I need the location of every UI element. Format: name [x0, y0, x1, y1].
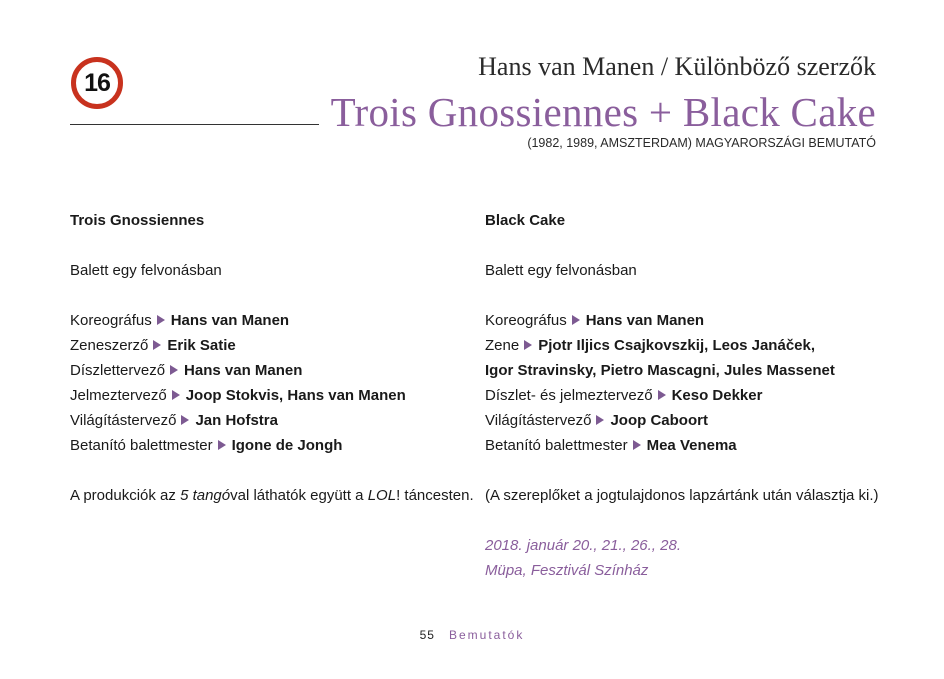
credit-line	[485, 408, 885, 433]
arrow-right-icon	[181, 415, 189, 425]
left-column	[70, 208, 474, 508]
credit-line	[70, 433, 470, 458]
credit-name: Pjotr Iljics Csajkovszkij, Leos Janáček,	[538, 337, 816, 354]
note-italic: 5 tangó	[180, 487, 231, 504]
page-title: Trois Gnossiennes + Black Cake	[330, 89, 876, 135]
note-text: val láthatók együtt a	[230, 487, 368, 504]
credit-name: Igor Stravinsky, Pietro Mascagni, Jules Massenet	[485, 362, 835, 379]
note-text: A produkciók az	[70, 487, 181, 504]
credit-role: Koreográfus	[70, 312, 152, 329]
spacer	[70, 233, 470, 258]
credit-name: Hans van Manen	[585, 312, 705, 329]
note-italic: LOL	[367, 487, 397, 504]
spacer	[70, 458, 470, 483]
right-heading: Black Cake	[485, 212, 566, 229]
credit-name: Erik Satie	[167, 337, 236, 354]
right-column	[485, 208, 885, 583]
credit-name: Mea Venema	[646, 437, 737, 454]
page-badge: 16	[71, 57, 123, 109]
credit-role: Díszlettervező	[70, 362, 166, 379]
credit-line	[485, 358, 885, 383]
right-genre: Balett egy felvonásban	[485, 262, 637, 279]
credit-name: Jan Hofstra	[195, 412, 278, 429]
credit-name: Keso Dekker	[671, 387, 763, 404]
spacer	[485, 508, 885, 533]
section-name: Bemutatók	[448, 628, 525, 642]
page-number: 55	[419, 628, 435, 642]
spacer	[485, 233, 885, 258]
spacer	[485, 283, 885, 308]
arrow-right-icon	[658, 390, 666, 400]
credit-line	[70, 408, 470, 433]
premiere-info: (1982, 1989, AMSZTERDAM) MAGYARORSZÁGI BEMUTATÓ	[527, 136, 876, 150]
right-note: (A szereplőket a jogtulajdonos lapzártánk után választja ki.)	[485, 487, 879, 504]
credit-role: Betanító balettmester	[485, 437, 628, 454]
spacer	[70, 283, 470, 308]
arrow-right-icon	[633, 440, 641, 450]
performance-venue: Müpa, Fesztivál Színház	[485, 562, 649, 579]
arrow-right-icon	[172, 390, 180, 400]
arrow-right-icon	[153, 340, 161, 350]
credit-line	[485, 433, 885, 458]
left-heading: Trois Gnossiennes	[70, 212, 205, 229]
credit-role: Világítástervező	[485, 412, 592, 429]
credit-name: Joop Stokvis, Hans van Manen	[185, 387, 406, 404]
page-footer	[0, 628, 944, 642]
arrow-right-icon	[157, 315, 165, 325]
credit-role: Díszlet- és jelmeztervező	[485, 387, 653, 404]
credit-role: Világítástervező	[70, 412, 177, 429]
credit-line	[70, 383, 470, 408]
arrow-right-icon	[218, 440, 226, 450]
performance-dates: 2018. január 20., 21., 26., 28.	[485, 537, 681, 554]
credit-line	[70, 333, 470, 358]
credit-line	[485, 383, 885, 408]
arrow-right-icon	[524, 340, 532, 350]
spacer	[485, 458, 885, 483]
header-rule	[70, 124, 319, 125]
credit-role: Jelmeztervező	[70, 387, 167, 404]
credit-name: Joop Caboort	[610, 412, 708, 429]
credit-name: Hans van Manen	[184, 362, 303, 379]
credit-line	[485, 333, 885, 358]
note-text: ! táncesten.	[396, 487, 474, 504]
credit-role: Zeneszerző	[70, 337, 149, 354]
credit-role: Koreográfus	[485, 312, 567, 329]
credit-role: Zene	[485, 337, 520, 354]
arrow-right-icon	[572, 315, 580, 325]
header-subtitle: Hans van Manen / Különböző szerzők	[478, 52, 876, 81]
credit-line	[485, 308, 885, 333]
credit-role: Betanító balettmester	[70, 437, 213, 454]
credit-line	[70, 358, 470, 383]
arrow-right-icon	[596, 415, 604, 425]
credit-name: Igone de Jongh	[231, 437, 343, 454]
left-genre: Balett egy felvonásban	[70, 262, 222, 279]
credit-line	[70, 308, 470, 333]
arrow-right-icon	[170, 365, 178, 375]
credit-name: Hans van Manen	[170, 312, 290, 329]
left-note	[70, 483, 474, 508]
